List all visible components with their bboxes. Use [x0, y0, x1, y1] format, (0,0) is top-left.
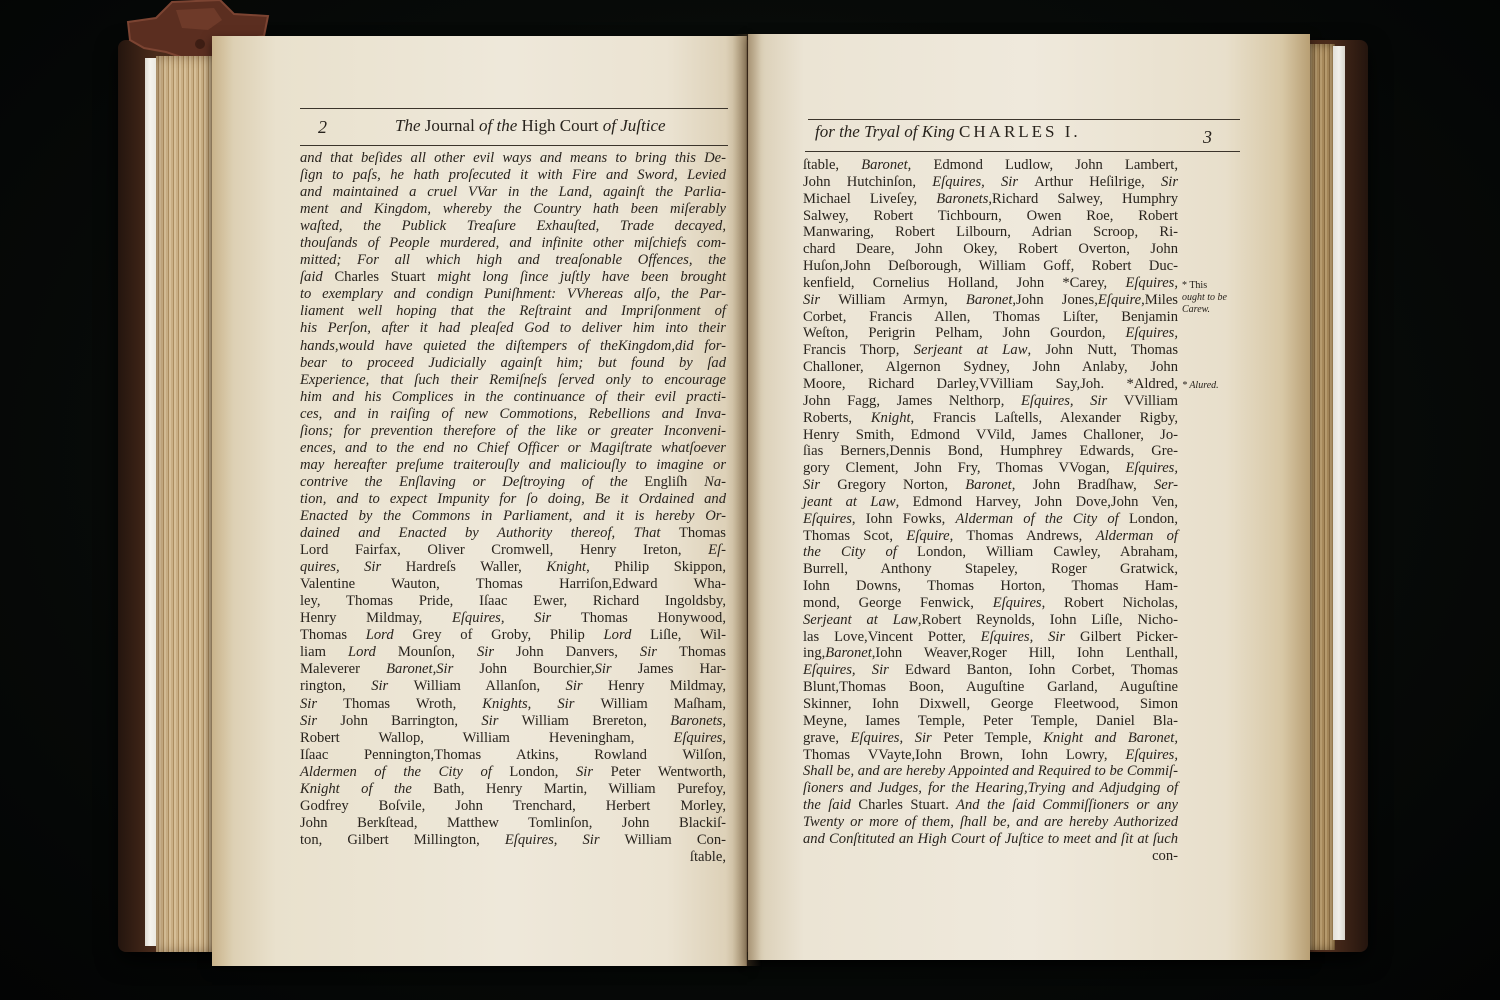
text-segment: Peter Wentworth, — [610, 763, 726, 780]
text-segment: bear to proceed Judicially againſt him; but found by ſad — [300, 354, 726, 371]
right-page-text — [803, 157, 1178, 864]
text-line — [803, 612, 1178, 629]
text-line — [300, 644, 726, 661]
page-edges-left — [156, 56, 216, 952]
text-segment: , John Nutt, Thomas — [1027, 342, 1179, 359]
header-rule-top-left — [300, 108, 728, 109]
text-segment: kenfield, Cornelius Holland, John *Carey, — [803, 274, 1126, 291]
text-segment: Iohn Downs, Thomas Horton, Thomas Ham- — [803, 578, 1178, 595]
text-segment: Valentine Wauton, Thomas Harriſon,Edward Wha- — [300, 576, 726, 593]
text-line — [300, 286, 726, 303]
text-line — [300, 303, 726, 320]
text-segment: Sir — [575, 763, 611, 780]
text-segment: Charles Stuart — [334, 269, 426, 286]
text-segment: ſaid — [300, 269, 335, 286]
text-segment: Skinner, Iohn Dixwell, George Fleetwood, Simon — [803, 696, 1178, 712]
text-segment: Moore, Richard Darley,VVilliam Say,Joh. *Aldred, — [803, 375, 1178, 392]
text-line — [300, 542, 726, 559]
text-segment: ,John Jones, — [1012, 291, 1098, 308]
text-segment: Henry Mildmay, — [607, 678, 726, 695]
text-segment: Lord — [347, 644, 398, 661]
text-segment: Gilbert Picker- — [1079, 628, 1178, 645]
text-segment: , Philip Skippon, — [586, 559, 726, 576]
text-line — [300, 713, 726, 730]
text-segment: Corbet, Francis Allen, Thomas Liſter, Benjamin — [803, 308, 1178, 325]
text-line — [803, 174, 1178, 191]
text-segment: Henry Smith, Edmond VVild, James Challoner, Jo- — [803, 426, 1178, 443]
text-line — [803, 696, 1178, 713]
text-segment: Thomas — [300, 627, 366, 644]
text-segment: waſted, the Publick Treaſure Exhauſted, Trade decayed, — [300, 218, 726, 235]
text-segment: ley, Thomas Pride, Iſaac Ewer, Richard Ingoldsby, — [300, 593, 726, 610]
text-segment: rington, — [300, 678, 372, 695]
text-segment: Arthur Heſilrige, — [1034, 173, 1161, 190]
text-segment: VVilliam — [1123, 392, 1178, 409]
text-segment: CHARLES I. — [959, 122, 1081, 141]
text-line — [300, 747, 726, 764]
text-segment: , John Bradſhaw, — [1011, 477, 1154, 494]
text-line — [803, 595, 1178, 612]
text-segment: Burrell, Anthony Stapeley, Roger Gratwick, — [803, 561, 1178, 578]
text-segment: Engliſh — [644, 473, 688, 490]
header-rule-bottom-left — [300, 145, 728, 146]
text-segment: Baronet,Sir — [386, 661, 480, 678]
text-segment: Thomas Wroth, — [343, 695, 483, 712]
text-segment: Baronet — [825, 645, 872, 662]
text-segment: chard Deare, John Okey, Robert Overton, John — [803, 241, 1178, 258]
text-line — [300, 423, 726, 440]
text-segment: Knight — [546, 559, 587, 576]
text-line — [300, 406, 726, 423]
text-segment: Sir — [477, 644, 517, 661]
text-segment: London, — [509, 763, 576, 780]
header-rule-bottom-right — [805, 151, 1240, 152]
text-line — [803, 224, 1178, 241]
text-segment: Michael Liveſey, — [803, 190, 937, 207]
text-line — [803, 561, 1178, 578]
text-segment: ,Miles — [1141, 291, 1178, 308]
text-segment: Eſquires, Sir — [1020, 392, 1124, 409]
text-segment: Sir — [803, 291, 839, 308]
text-segment: Bath, Henry Martin, William Purefoy, — [433, 780, 726, 797]
text-line — [300, 252, 726, 269]
margin-note-line: ought to be — [1182, 292, 1227, 303]
text-line — [803, 427, 1178, 444]
margin-note-line: * This — [1182, 280, 1208, 291]
text-line — [300, 593, 726, 610]
text-segment: John Hutchinſon, — [803, 173, 933, 190]
text-segment: Eſquire — [906, 527, 950, 544]
text-segment: Ser- — [1153, 477, 1178, 494]
text-segment: Gregory Norton, — [837, 477, 966, 494]
text-line — [803, 157, 1178, 174]
text-line — [300, 627, 726, 644]
text-segment: John Fagg, James Nelthorp, — [803, 392, 1021, 409]
text-segment: Eſquires, Sir — [850, 729, 944, 746]
text-line — [300, 781, 726, 798]
text-line — [300, 832, 726, 849]
text-segment: Thomas Scot, — [803, 527, 907, 544]
text-segment: his Perſon, after it had pleaſed God to deliver him into their — [300, 320, 726, 337]
text-line — [803, 747, 1178, 764]
text-segment: London, William Cawley, Abraham, — [917, 544, 1178, 561]
text-line — [300, 389, 726, 406]
left-page-text — [300, 150, 726, 866]
text-segment: Eſ- — [708, 542, 726, 559]
text-segment: , Francis Laſtells, Alexander Rigby, — [910, 409, 1178, 426]
text-line — [803, 814, 1178, 831]
text-segment: Eſquires, — [1125, 746, 1178, 763]
text-segment: Edward Banton, Iohn Corbet, Thomas — [905, 662, 1179, 679]
text-segment: Meyne, Iames Temple, Peter Temple, Daniel Bla- — [803, 712, 1178, 729]
text-segment: Enacted by the Commons in Parliament, and it is hereby Or- — [300, 507, 726, 524]
text-segment: Iſaac Pennington,Thomas Atkins, Rowland Wilſon, — [300, 746, 726, 763]
text-line — [803, 359, 1178, 376]
text-segment: Eſquires — [803, 510, 852, 527]
text-line — [803, 410, 1178, 427]
text-segment: Godfrey Boſvile, John Trenchard, Herbert Morley, — [300, 797, 726, 814]
text-segment: William Maſham, — [600, 695, 726, 712]
text-segment: mond, George Fenwick, — [803, 594, 993, 611]
text-segment: Weſton, Perigrin Pelham, John Gourdon, — [803, 325, 1126, 342]
text-line — [300, 491, 726, 508]
text-segment: Thomas — [678, 644, 726, 661]
text-segment: Salwey, Robert Tichbourn, Owen Roe, Robert — [803, 207, 1178, 224]
text-segment: Francis Thorp, — [803, 342, 914, 359]
text-segment: Alderman of the City of — [955, 510, 1129, 527]
header-rule-top-right — [808, 119, 1240, 120]
text-segment: the City of — [803, 544, 918, 561]
text-segment: Na- — [687, 473, 726, 490]
text-line — [300, 798, 726, 815]
text-segment: , Edmond Ludlow, John Lambert, — [907, 157, 1178, 173]
text-segment: Thomas VVayte,Iohn Brown, Iohn Lowry, — [803, 746, 1126, 763]
text-line — [803, 258, 1178, 275]
text-segment: grave, — [803, 729, 851, 746]
text-line — [300, 730, 726, 747]
text-segment: mitted; For all which high and treaſonable Offences, the — [300, 252, 726, 269]
text-segment: Thomas Honywood, — [580, 610, 726, 627]
text-segment: liament well hoping that the Reſtraint and Impriſonment of — [300, 303, 726, 320]
text-line — [300, 815, 726, 832]
margin-note-carew — [1182, 280, 1227, 316]
text-line — [300, 372, 726, 389]
text-line — [803, 191, 1178, 208]
text-segment: tion, and to expect Impunity for ſo doing, Be it Ordained and — [300, 490, 726, 507]
text-segment: hands,would have quieted the diſtempers of theKingdom,did for- — [300, 337, 726, 354]
text-line — [300, 440, 726, 457]
text-segment: William Con- — [624, 831, 727, 848]
text-segment: Peter Temple, — [943, 729, 1044, 746]
text-segment: Journal — [424, 116, 480, 135]
text-line — [803, 780, 1178, 797]
text-line — [803, 325, 1178, 342]
text-segment: Knight and Baronet, — [1043, 729, 1178, 746]
text-line — [300, 474, 726, 491]
text-line — [803, 679, 1178, 696]
text-segment: ces, and in raiſing of new Commotions, Rebellions and Inva- — [300, 405, 726, 422]
text-line — [803, 797, 1178, 814]
text-segment: Shall be, and are hereby Appointed and Required to be Commiſ- — [803, 763, 1178, 780]
text-segment: ton, Gilbert Millington, — [300, 831, 505, 848]
catchword — [300, 849, 726, 866]
text-segment: Manwaring, Robert Lilbourn, Adrian Scroop, Ri- — [803, 224, 1178, 241]
text-segment: quires, Sir — [300, 559, 406, 576]
text-segment: Baronets — [936, 190, 989, 207]
text-line — [300, 508, 726, 525]
margin-note-line: Carew. — [1182, 304, 1211, 315]
text-segment: Sir — [371, 678, 414, 695]
text-segment: ing, — [803, 645, 826, 662]
text-segment: Eſquires, Sir — [451, 610, 581, 627]
text-segment: Liſle, Wil- — [650, 627, 726, 644]
text-line — [803, 494, 1178, 511]
text-segment: , Thomas Andrews, — [949, 527, 1096, 544]
text-segment: Sir — [300, 712, 341, 729]
text-line — [803, 393, 1178, 410]
text-line — [803, 662, 1178, 679]
text-line — [300, 338, 726, 355]
text-line — [803, 578, 1178, 595]
text-segment: Knights, Sir — [482, 695, 601, 712]
text-line — [803, 528, 1178, 545]
text-segment: Sir — [565, 678, 608, 695]
text-line — [803, 763, 1178, 780]
text-segment: James Har- — [637, 661, 727, 678]
text-segment: for the Tryal of King — [815, 122, 960, 141]
running-head-left — [395, 115, 666, 137]
text-segment: Eſquires, — [1125, 325, 1178, 342]
text-segment: Grey of Groby, Philip — [412, 627, 604, 644]
text-segment: And the ſaid Commiſſioners or any — [948, 797, 1178, 814]
text-segment: contrive the Enſlaving or Deſtroying of the — [300, 473, 645, 490]
gutter-shadow — [733, 34, 761, 966]
text-segment: The — [395, 116, 425, 135]
text-line — [803, 713, 1178, 730]
text-segment: ,Iohn Weaver,Roger Hill, Iohn Lenthall, — [871, 645, 1178, 662]
text-line — [803, 292, 1178, 309]
text-segment: Baronet — [965, 291, 1013, 308]
text-line — [803, 831, 1178, 848]
text-segment: Sir — [803, 477, 838, 494]
text-segment: John Berkſtead, Matthew Tomlinſon, John Blackiſ- — [300, 814, 726, 831]
text-segment: , Edmond Harvey, John Dove,John Ven, — [895, 493, 1178, 510]
text-segment: Eſquires, — [673, 729, 726, 746]
running-head-right — [815, 121, 1081, 143]
text-segment: Lord — [603, 627, 651, 644]
text-segment: gory Clement, John Fry, Thomas VVogan, — [803, 460, 1126, 477]
text-segment: Eſquires, — [1125, 460, 1178, 477]
text-line — [803, 443, 1178, 460]
text-segment: High Court — [521, 116, 603, 135]
text-segment: Baronets, — [670, 712, 726, 729]
text-segment: Sir — [594, 661, 638, 678]
text-segment: Eſquires, Sir — [803, 662, 906, 679]
text-segment: Baronet — [861, 157, 908, 173]
text-line — [300, 610, 726, 627]
text-segment: William Allanſon, — [413, 678, 566, 695]
text-line — [300, 576, 726, 593]
text-segment: Challoner, Algernon Sydney, John Anlaby, John — [803, 359, 1178, 376]
text-segment: dained and Enacted by Authority thereof, That — [300, 525, 679, 542]
text-segment: Twenty or more of them, ſhall be, and are hereby Authorized — [803, 813, 1178, 830]
text-segment: Robert Wallop, William Heveningham, — [300, 729, 674, 746]
text-line — [300, 269, 726, 286]
text-segment: ſtable, — [803, 157, 862, 173]
text-segment: the ſaid — [803, 797, 859, 814]
text-segment: Serjeant at Law — [913, 342, 1028, 359]
text-segment: London, — [1128, 510, 1179, 527]
text-segment: ſias Berners,Dennis Bond, Humphrey Edwards, Gre- — [803, 443, 1178, 460]
text-line — [300, 525, 726, 542]
catchword — [803, 848, 1178, 865]
text-line — [300, 320, 726, 337]
text-segment: Knight — [870, 409, 911, 426]
text-segment: John Barrington, — [340, 712, 482, 729]
text-segment: Sir — [1160, 173, 1178, 190]
text-segment: might long ſince juſtly have been brought — [425, 269, 726, 286]
text-line — [300, 355, 726, 372]
text-segment: him and his Complices in the continuance of their evil practi- — [300, 388, 726, 405]
text-segment: Serjeant at Law — [803, 611, 918, 628]
text-segment: con- — [1152, 847, 1178, 864]
text-line — [300, 457, 726, 474]
text-segment: , Robert Nicholas, — [1041, 594, 1178, 611]
text-segment: John Bourchier, — [479, 661, 595, 678]
text-segment: William Brereton, — [521, 712, 671, 729]
paper-strip-right — [1333, 46, 1345, 940]
text-segment: , Iohn Fowks, — [851, 510, 956, 527]
text-line — [803, 730, 1178, 747]
text-line — [803, 275, 1178, 292]
text-segment: to exemplary and condign Puniſhment: VVhereas alſo, the Par- — [300, 286, 726, 303]
text-segment: ences, and to the end no Chief Officer or Magiſtrate whatſoever — [300, 439, 726, 456]
text-segment: and Conſtituted an High Court of Juſtice to meet and ſit at ſuch — [803, 830, 1178, 847]
text-line — [300, 167, 726, 184]
text-segment: Hardreſs Waller, — [405, 559, 547, 576]
text-line — [300, 201, 726, 218]
text-segment: Mounſon, — [397, 644, 477, 661]
text-segment: Alderman of — [1095, 527, 1178, 544]
text-segment: Sir — [481, 712, 522, 729]
text-segment: ,Robert Reynolds, Iohn Liſle, Nicho- — [917, 611, 1178, 628]
text-segment: of the — [479, 116, 522, 135]
text-segment: thouſands of People murdered, and infinite other miſchiefs com- — [300, 235, 726, 252]
text-line — [300, 661, 726, 678]
text-line — [300, 764, 726, 781]
text-segment: Sir — [639, 644, 679, 661]
text-line — [803, 629, 1178, 646]
text-line — [300, 696, 726, 713]
text-segment: Experience, that ſuch their Remiſneſs ſerved only to encourage — [300, 371, 726, 388]
text-segment: Thomas — [678, 525, 726, 542]
text-segment: ſign to paſs, he hath proſecuted it with Fire and Sword, Levied — [300, 167, 726, 184]
text-segment: Sir — [300, 695, 344, 712]
text-segment: Lord Fairfax, Oliver Cromwell, Henry Ireton, — [300, 542, 709, 559]
text-line — [803, 309, 1178, 326]
text-segment: Knight of the — [300, 780, 434, 797]
text-segment: Henry Mildmay, — [300, 610, 452, 627]
text-segment: and maintained a cruel VVar in the Land, againſt the Parlia- — [300, 184, 726, 201]
text-segment: ſioners and Judges, for the Hearing,Trying and Adjudging of — [803, 780, 1178, 797]
text-segment: Baronet — [965, 477, 1012, 494]
text-line — [803, 208, 1178, 225]
text-segment: ſions; for prevention therefore of the like or greater Inconveni- — [300, 422, 726, 439]
text-segment: Maleverer — [300, 661, 387, 678]
page-number-left: 2 — [318, 117, 327, 137]
text-segment: Eſquires, Sir — [504, 831, 625, 848]
text-segment: of Juſtice — [602, 116, 666, 135]
text-segment: William Armyn, — [838, 291, 966, 308]
text-segment: ,Richard Salwey, Humphry — [988, 190, 1179, 207]
text-segment: Blunt,Thomas Boon, Auguſtine Garland, Auguſtine — [803, 679, 1178, 696]
text-line — [803, 645, 1178, 662]
text-line — [300, 150, 726, 167]
text-segment: Eſquires, Sir — [932, 173, 1035, 190]
text-segment: Eſquires, Sir — [980, 628, 1080, 645]
text-segment: ſtable, — [689, 848, 726, 865]
text-segment: Eſquires, — [1125, 274, 1178, 291]
text-segment: las Love,Vincent Potter, — [803, 628, 981, 645]
text-segment: jeant at Law — [803, 493, 896, 510]
text-line — [803, 241, 1178, 258]
text-line — [300, 184, 726, 201]
text-segment: Eſquire — [1097, 291, 1142, 308]
text-segment: Huſon,John Deſborough, William Goff, Robert Duc- — [803, 258, 1178, 275]
text-segment: John Danvers, — [516, 644, 640, 661]
text-segment: Roberts, — [803, 409, 871, 426]
text-segment: Eſquires — [992, 594, 1042, 611]
text-segment: liam — [300, 644, 348, 661]
text-line — [803, 376, 1178, 393]
text-line — [803, 477, 1178, 494]
page-edges-right — [1307, 44, 1335, 950]
margin-note-alured: * Alured. — [1182, 380, 1219, 391]
text-segment: Charles Stuart. — [858, 797, 949, 814]
text-line — [803, 342, 1178, 359]
text-segment: Lord — [365, 627, 413, 644]
text-line — [300, 235, 726, 252]
text-line — [803, 544, 1178, 561]
text-line — [803, 511, 1178, 528]
text-segment: Aldermen of the City of — [300, 763, 510, 780]
page-number-right: 3 — [1203, 127, 1212, 147]
text-line — [803, 460, 1178, 477]
text-segment: ment and Kingdom, whereby the Country hath been miſerably — [300, 201, 726, 218]
text-line — [300, 559, 726, 576]
text-line — [300, 678, 726, 695]
text-line — [300, 218, 726, 235]
text-segment: and that beſides all other evil ways and means to bring this De- — [300, 150, 726, 166]
text-segment: may hereafter preſume traiterouſly and maliciouſly to imagine or — [300, 456, 726, 473]
